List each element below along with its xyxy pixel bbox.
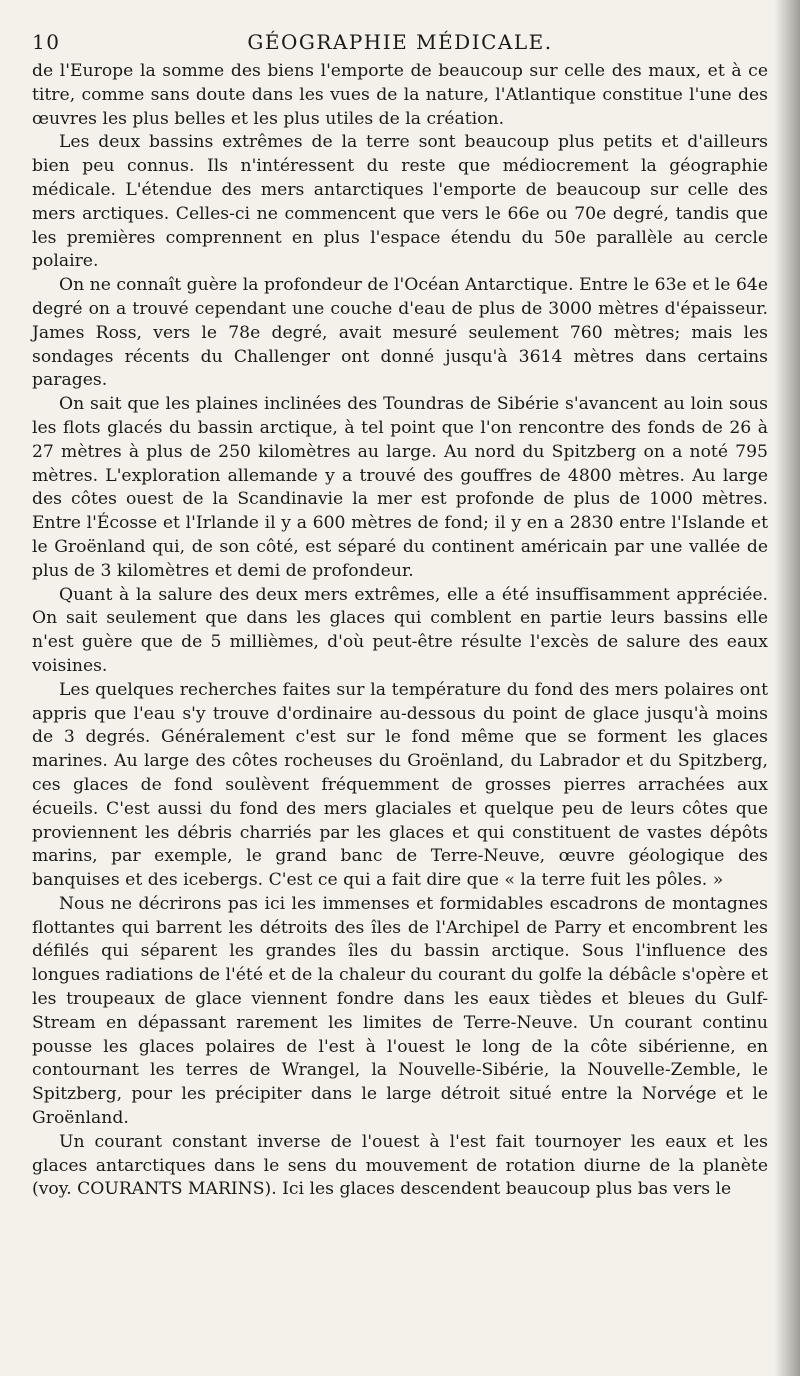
paragraph: On ne connaît guère la profondeur de l'Océan Antarctique. Entre le 63e et le 64e degré on a trouvé cependant une couche d'eau de plus de 3000 mètres d'épaisseur. James Ross, vers le 78e degré, avait mesuré seulement 760 mètres; mais les sondages récents du Challenger ont donné jusqu'à 3614 mètres dans certains parages. bbox=[32, 275, 768, 391]
body-text bbox=[32, 60, 768, 1202]
paragraph: Les quelques recherches faites sur la température du fond des mers polaires ont appris que l'eau s'y trouve d'ordinaire au-dessous du point de glace jusqu'à moins de 3 degrés. Généralement c'est sur le fond même que se forment les glaces marines. Au large des côtes rocheuses du Groënland, du Labrador et du Spitzberg, ces glaces de fond soulèvent fréquemment de grosses pierres arrachées aux écueils. C'est aussi du fond des mers glaciales et quelque peu de leurs côtes que proviennent les débris charriés par les glaces et qui constituent de vastes dépôts marins, par exemple, le grand banc de Terre-Neuve, œuvre géologique des banquises et des icebergs. C'est ce qui a fait dire que « la terre fuit les pôles. » bbox=[32, 679, 768, 891]
book-page bbox=[32, 30, 768, 1202]
running-title: GÉOGRAPHIE MÉDICALE. bbox=[247, 30, 553, 54]
paragraph: Nous ne décrirons pas ici les immenses et formidables escadrons de montagnes flottantes qui barrent les détroits des îles de l'Archipel de Parry et encombrent les défilés qui séparent les grandes îles du bassin arctique. Sous l'influence des longues radiations de l'été et de la chaleur du courant du golfe la débâcle s'opère et les troupeaux de glace viennent fondre dans les eaux tièdes et bleues du Gulf-Stream en dépassant rarement les limites de Terre-Neuve. Un courant continu pousse les glaces polaires de l'est à l'ouest le long de la côte sibérienne, en contournant les terres de Wrangel, la Nouvelle-Sibérie, la Nouvelle-Zemble, le Spitzberg, pour les précipiter dans le large détroit situé entre la Norvége et le Groënland. bbox=[32, 893, 768, 1129]
paragraph: de l'Europe la somme des biens l'emporte de beaucoup sur celle des maux, et à ce titre, comme sans doute dans les vues de la nature, l'Atlantique constitue l'une des œuvres les plus belles et les plus utiles de la création. bbox=[32, 61, 768, 129]
paragraph: Quant à la salure des deux mers extrêmes, elle a été insuffisamment appréciée. On sait seulement que dans les glaces qui comblent en partie leurs bassins elle n'est guère que de 5 millièmes, d'où peut-être résulte l'excès de salure des eaux voisines. bbox=[32, 584, 768, 676]
paragraph: On sait que les plaines inclinées des Toundras de Sibérie s'avancent au loin sous les flots glacés du bassin arctique, à tel point que l'on rencontre des fonds de 26 à 27 mètres à plus de 250 kilomètres au large. Au nord du Spitzberg on a noté 795 mètres. L'exploration allemande y a trouvé des gouffres de 4800 mètres. Au large des côtes ouest de la Scandinavie la mer est profonde de plus de 1000 mètres. Entre l'Écosse et l'Irlande il y a 600 mètres de fond; il y en a 2830 entre l'Islande et le Groënland qui, de son côté, est séparé du continent américain par une vallée de plus de 3 kilomètres et demi de profondeur. bbox=[32, 394, 768, 581]
page-number: 10 bbox=[32, 30, 61, 54]
paragraph: Les deux bassins extrêmes de la terre sont beaucoup plus petits et d'ailleurs bien peu connus. Ils n'intéressent du reste que médiocrement la géographie médicale. L'étendue des mers antarctiques l'emporte de beaucoup sur celle des mers arctiques. Celles-ci ne commencent que vers le 66e ou 70e degré, tandis que les premières comprennent en plus l'espace étendu du 50e parallèle au cercle polaire. bbox=[32, 132, 768, 272]
page-edge-shadow bbox=[774, 0, 800, 1376]
running-head bbox=[32, 30, 768, 60]
paragraph: Un courant constant inverse de l'ouest à l'est fait tournoyer les eaux et les glaces antarctiques dans le sens du mouvement de rotation diurne de la planète (voy. COURANTS MARINS). Ici les glaces descendent beaucoup plus bas vers le bbox=[32, 1131, 768, 1200]
